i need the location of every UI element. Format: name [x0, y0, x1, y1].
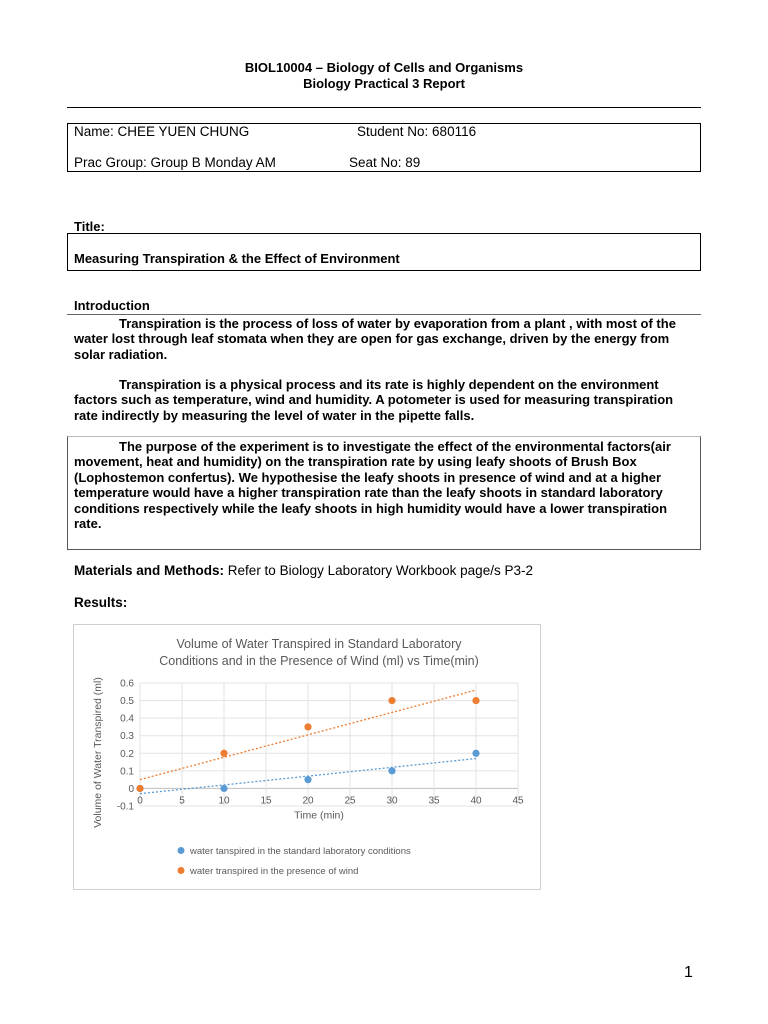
results-chart	[73, 624, 541, 890]
materials-label: Materials and Methods:	[74, 563, 225, 578]
x-tick-label: 5	[179, 795, 185, 807]
prac-group: Prac Group: Group B Monday AM	[74, 155, 276, 170]
page-number: 1	[684, 964, 693, 981]
legend-marker-series-1	[178, 847, 185, 854]
seat-number: Seat No: 89	[349, 155, 421, 170]
data-point-series-1	[388, 767, 395, 774]
course-title: BIOL10004 – Biology of Cells and Organisms	[244, 60, 524, 75]
data-point-series-2	[220, 750, 227, 757]
x-tick-label: 35	[428, 795, 440, 807]
student-number: Student No: 680116	[357, 124, 477, 139]
data-point-series-2	[304, 723, 311, 730]
report-topic: Measuring Transpiration & the Effect of Environment	[74, 251, 400, 266]
data-point-series-1	[220, 785, 227, 792]
legend-marker-series-2	[178, 867, 185, 874]
legend-label-series-2: water transpired in the presence of wind	[190, 866, 359, 877]
chart-title-line-2: Conditions and in the Presence of Wind (ml) vs Time(min)	[159, 654, 479, 668]
y-tick-label: 0.2	[120, 748, 134, 760]
data-point-series-1	[472, 750, 479, 757]
student-name: Name: CHEE YUEN CHUNG	[74, 124, 250, 139]
y-tick-label: 0.1	[120, 766, 134, 778]
data-point-series-2	[388, 697, 395, 704]
x-tick-label: 40	[470, 795, 482, 807]
legend-label-series-1: water tanspired in the standard laboratory conditions	[190, 846, 411, 857]
data-point-series-1	[304, 776, 311, 783]
data-point-series-2	[136, 785, 143, 792]
chart-title-line-1: Volume of Water Transpired in Standard Laboratory	[176, 637, 462, 651]
y-tick-label: -0.1	[116, 801, 134, 813]
report-title: Biology Practical 3 Report	[303, 76, 465, 91]
x-tick-label: 45	[512, 795, 524, 807]
materials-text: Refer to Biology Laboratory Workbook page/s P3-2	[227, 563, 533, 578]
x-tick-label: 20	[302, 795, 314, 807]
y-tick-label: 0.3	[120, 731, 134, 743]
x-tick-label: 10	[218, 795, 230, 807]
x-axis-label: Time (min)	[294, 809, 344, 822]
title-label: Title:	[74, 219, 105, 234]
y-tick-label: 0.4	[120, 713, 134, 725]
purpose-paragraph: The purpose of the experiment is to investigate the effect of the environmental factors(air movement, heat and humidity) on the transpiration rate by using leafy shoots of Brush Box (Lophostemon confertus). We hypothesise the leafy shoots in presence of wind and at a higher temperature would have a higher transpiration rate than the leafy shoots in standard laboratory conditions respectively while the leafy shoots in high humidity would have a lower transpiration rate.	[74, 439, 671, 532]
x-tick-label: 15	[260, 795, 272, 807]
results-heading: Results:	[74, 595, 128, 610]
y-tick-label: 0	[128, 783, 134, 795]
y-axis-label: Volume of Water Transpired (ml)	[92, 677, 104, 828]
introduction-heading: Introduction	[74, 298, 150, 313]
x-tick-label: 0	[137, 795, 143, 807]
header-divider	[67, 107, 701, 108]
materials-line	[74, 563, 533, 578]
intro-paragraph-2: Transpiration is a physical process and its rate is highly dependent on the environment factors such as temperature, wind and humidity. A potometer is used for measuring transpiration rate indirectly by measuring the level of water in the pipette falls.	[74, 377, 674, 423]
intro-paragraph-1: Transpiration is the process of loss of water by evaporation from a plant , with most of the water lost through leaf stomata when they are open for gas exchange, driven by the energy from solar radiation.	[74, 316, 676, 362]
x-tick-label: 25	[344, 795, 356, 807]
results-chart-svg	[74, 625, 540, 889]
y-tick-label: 0.5	[120, 696, 134, 708]
y-tick-label: 0.6	[120, 678, 134, 690]
x-tick-label: 30	[386, 795, 398, 807]
introduction-divider	[67, 314, 701, 315]
data-point-series-2	[472, 697, 479, 704]
